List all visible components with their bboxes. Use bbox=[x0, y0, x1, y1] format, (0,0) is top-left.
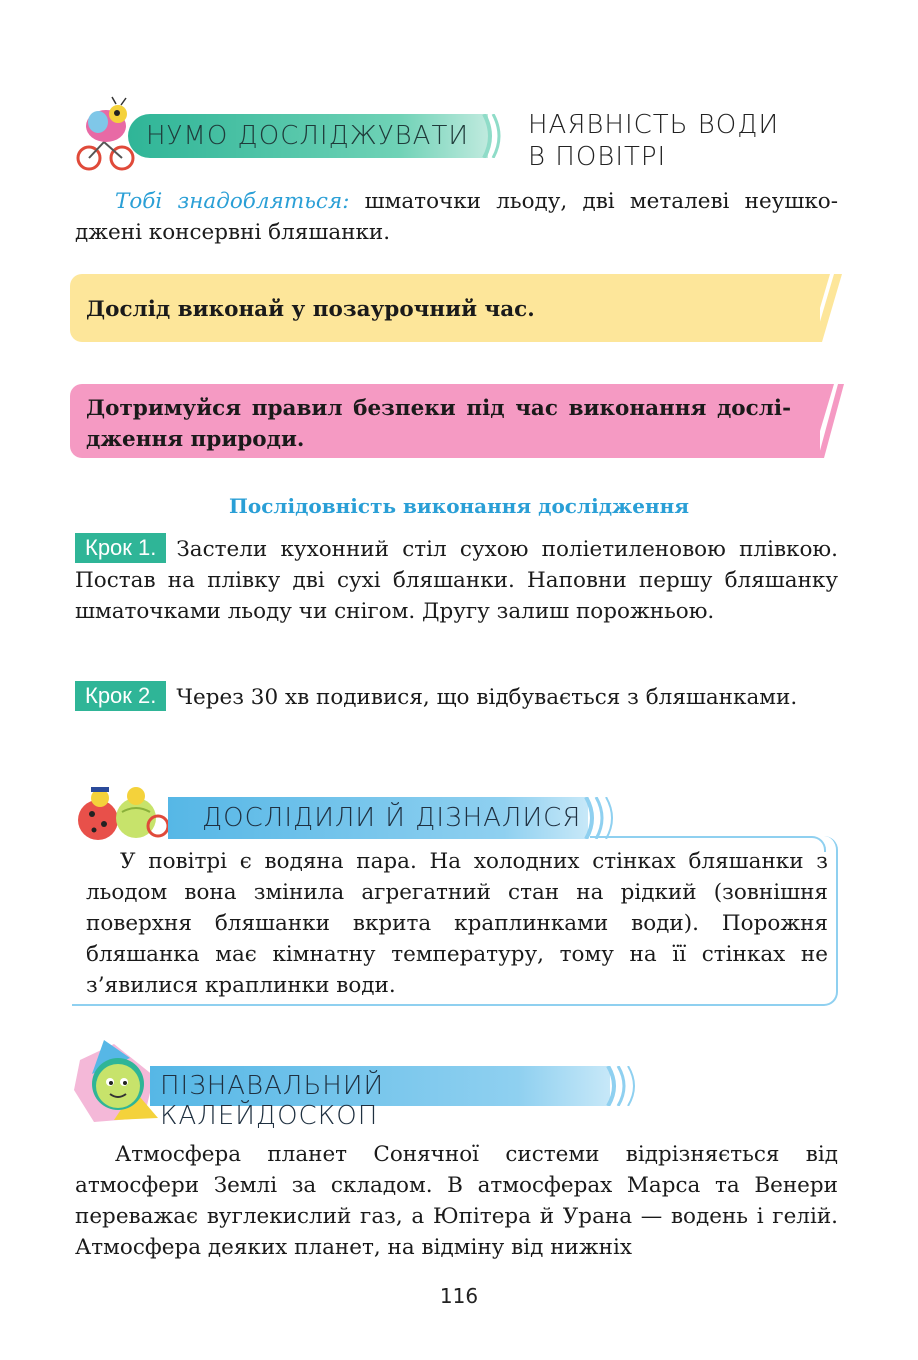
step-1 bbox=[75, 533, 838, 627]
page-number: 116 bbox=[439, 1284, 479, 1308]
sequence-title: Послідовність виконання дослідження bbox=[229, 494, 689, 518]
nymo-badge-label: НУМО ДОСЛІДЖУВАТИ bbox=[146, 121, 469, 151]
learned-stripes-icon bbox=[582, 797, 618, 839]
kaleido-text: Атмосфера планет Сонячної системи відрізняється від атмосфери Землі за складом. В атмосферах Марса та Венери переважає вуглекислий газ, а Юпітера й Урана — водень і гелій. Атмосфера деяких планет, на відміну від нижніх bbox=[75, 1142, 838, 1260]
step-2 bbox=[75, 681, 838, 713]
ladybug-and-bug-icon bbox=[74, 782, 170, 844]
nymo-badge bbox=[128, 114, 488, 158]
section-title-line2: В ПОВІТРІ bbox=[528, 142, 667, 172]
learned-text: У повітрі є водяна пара. На холодних стінках бляшанки з льодом вона змінила агрегатний стан на рідкий (зовнішня поверхня бляшанки вкрита краплинками води). Порожня бляшанка має кімнатну температуру, тому на її стінках не з’явилися краплинки води. bbox=[86, 849, 828, 998]
step-2-badge: Крок 2. bbox=[75, 681, 166, 711]
needs-label: Тобі знадобляться: bbox=[115, 189, 350, 214]
section-title-line1: НАЯВНІСТЬ ВОДИ bbox=[528, 110, 780, 140]
needs-text: шматочки льоду, дві металеві неушкоджені консервні бляшанки. bbox=[75, 189, 838, 245]
notice-pink-text: Дотримуйся правил безпеки під час виконання дослідження природи. bbox=[86, 396, 791, 452]
step-1-text: Застели кухонний стіл сухою поліетиленовою плівкою. Постав на плівку дві сухі бляшанки. Наповни першу бляшанку шматочками льоду чи снігом. Другу залиш порожньою. bbox=[75, 537, 838, 624]
step-2-text: Через 30 хв подивися, що відбувається з бляшанками. bbox=[176, 685, 798, 710]
step-1-badge: Крок 1. bbox=[75, 533, 166, 563]
kaleido-badge bbox=[150, 1066, 610, 1131]
learned-badge bbox=[168, 797, 588, 839]
learned-badge-label: ДОСЛІДИЛИ Й ДІЗНАЛИСЯ bbox=[202, 803, 582, 833]
badge-stripes-icon bbox=[482, 114, 502, 158]
kaleido-stripes-icon bbox=[604, 1066, 644, 1106]
header-nymo-section bbox=[70, 96, 850, 174]
notice-yellow-text: Дослід виконай у позаурочний час. bbox=[86, 297, 535, 322]
notice-pink-stripe-icon bbox=[796, 384, 844, 458]
apple-kaleidoscope-icon bbox=[74, 1040, 158, 1124]
needs-paragraph bbox=[75, 186, 838, 248]
kaleido-badge-label: ПІЗНАВАЛЬНИЙ КАЛЕЙДОСКОП bbox=[160, 1071, 385, 1131]
